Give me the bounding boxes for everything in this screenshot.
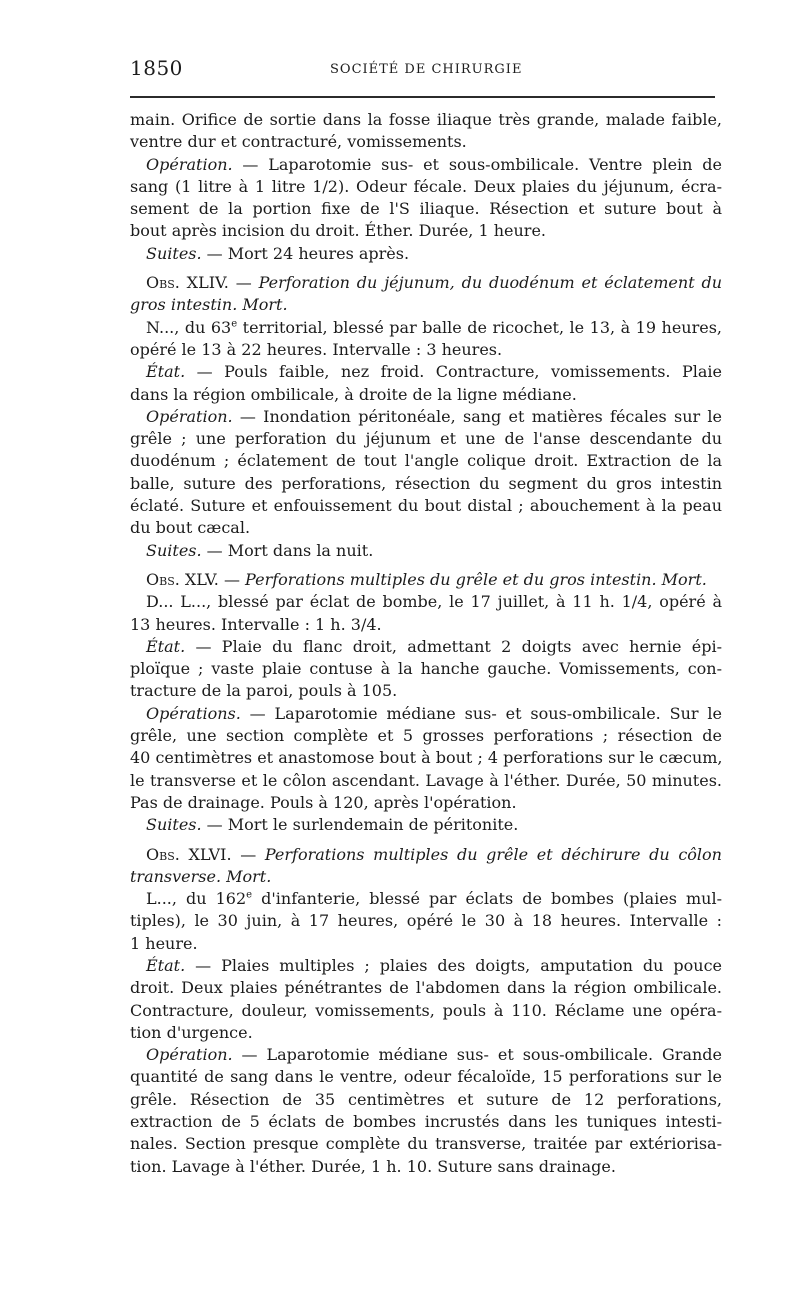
body-text <box>130 109 722 1178</box>
running-title: SOCIÉTÉ DE CHIRURGIE <box>330 62 523 77</box>
page-header <box>130 54 715 88</box>
text-run: N..., du 63 <box>146 317 232 337</box>
section-label: Suites. <box>146 243 202 263</box>
text-line: grêle. Résection de 35 centimètres et suture de 12 perforations, <box>130 1089 722 1109</box>
text-line: balle, suture des perforations, résection du segment du gros intestin <box>130 473 722 493</box>
text-line: 40 centimètres et anastomose bout à bout ; 4 perforations sur le cæcum, <box>130 748 723 768</box>
text-run: — Mort dans la nuit. <box>201 540 374 560</box>
paragraph-gap <box>130 837 722 844</box>
text-line: tion d'urgence. <box>130 1022 253 1042</box>
text-run: — Mort 24 heures après. <box>201 243 410 263</box>
observation-heading-cont: transverse. Mort. <box>130 866 272 886</box>
text-line: opéré le 13 à 22 heures. Intervalle : 3 heures. <box>130 339 503 359</box>
text-line: ventre dur et contracturé, vomissements. <box>130 132 467 152</box>
text-run: — Laparotomie médiane sus- et sous-ombilicale. Grande <box>232 1045 722 1065</box>
text-line: grêle ; une perforation du jéjunum et une de l'anse descendante du <box>130 429 722 449</box>
text-run: — Plaie du flanc droit, admettant 2 doigts avec hernie épi- <box>185 636 722 656</box>
obs-number: XLIV. — <box>179 273 259 293</box>
text-line: ploïque ; vaste plaie contuse à la hanche gauche. Vomissements, con- <box>130 659 722 679</box>
text-line <box>130 814 722 836</box>
text-line: extraction de 5 éclats de bombes incrustés dans les tuniques intesti- <box>130 1112 722 1132</box>
section-label: Opération. <box>146 406 233 426</box>
obs-number: XLV. — <box>179 569 246 589</box>
text-line <box>130 540 722 562</box>
observation-heading-cont: gros intestin. Mort. <box>130 295 288 315</box>
text-line: bout après incision du droit. Éther. Durée, 1 heure. <box>130 221 546 241</box>
text-run: — Laparotomie médiane sus- et sous-ombilicale. Sur le <box>240 703 722 723</box>
section-label: Opération. <box>146 154 233 174</box>
text-line: droit. Deux plaies pénétrantes de l'abdomen dans la région ombilicale. <box>130 978 722 998</box>
text-line <box>130 591 722 613</box>
section-label: Suites. <box>146 815 202 835</box>
obs-label: Obs. <box>146 844 180 864</box>
text-line <box>130 636 722 658</box>
text-run: — Laparotomie sus- et sous-ombilicale. Ventre plein de <box>232 154 722 174</box>
text-line: quantité de sang dans le ventre, odeur fécaloïde, 15 perforations sur le <box>130 1067 722 1087</box>
text-line: grêle, une section complète et 5 grosses perforations ; résection de <box>130 726 722 746</box>
text-line: Pas de drainage. Pouls à 120, après l'opération. <box>130 792 517 812</box>
text-line: tracture de la paroi, pouls à 105. <box>130 681 398 701</box>
text-line: 1 heure. <box>130 933 198 953</box>
obs-number: XLVI. — <box>179 844 265 864</box>
text-line: duodénum ; éclatement de tout l'angle colique droit. Extraction de la <box>130 451 722 471</box>
text-line: Contracture, douleur, vomissements, pouls à 110. Réclame une opéra- <box>130 1000 722 1020</box>
observation-heading <box>130 272 722 294</box>
section-label: État. <box>146 362 186 382</box>
text-line <box>130 243 722 265</box>
text-line: sang (1 litre à 1 litre 1/2). Odeur fécale. Deux plaies du jéjunum, écra- <box>130 176 722 196</box>
obs-label: Obs. <box>146 273 180 293</box>
text-line: du bout cæcal. <box>130 518 251 538</box>
text-run: — Pouls faible, nez froid. Contracture, vomissements. Plaie <box>185 362 722 382</box>
header-rule <box>130 96 715 98</box>
obs-title: Perforations multiples du grêle et déchirure du côlon <box>264 844 722 864</box>
text-run: — Inondation péritonéale, sang et matières fécales sur le <box>232 406 722 426</box>
text-line: éclaté. Suture et enfouissement du bout distal ; abouchement à la peau <box>130 496 722 516</box>
superscript: e <box>231 318 238 330</box>
observation-heading <box>130 569 722 591</box>
text-run: L..., du 162 <box>146 889 247 909</box>
superscript: e <box>246 889 253 901</box>
text-line <box>130 888 722 910</box>
section-label: État. <box>146 636 186 656</box>
text-run: territorial, blessé par balle de ricochet, le 13, à 19 heures, <box>237 317 723 337</box>
text-line <box>130 406 722 428</box>
section-label: Opérations. <box>146 703 241 723</box>
text-run: d'infanterie, blessé par éclats de bombes (plaies mul- <box>252 889 722 909</box>
text-line: le transverse et le côlon ascendant. Lavage à l'éther. Durée, 50 minutes. <box>130 770 722 790</box>
text-line <box>130 154 722 176</box>
obs-label: Obs. <box>146 569 180 589</box>
text-line: dans la région ombilicale, à droite de la ligne médiane. <box>130 384 577 404</box>
text-line: main. Orifice de sortie dans la fosse iliaque très grande, malade faible, <box>130 110 722 129</box>
obs-title: Perforations multiples du grêle et du gros intestin. Mort. <box>245 569 707 589</box>
text-line <box>130 703 722 725</box>
text-line <box>130 955 722 977</box>
text-line: sement de la portion fixe de l'S iliaque. Résection et suture bout à <box>130 199 722 219</box>
section-label: Opération. <box>146 1045 233 1065</box>
text-line <box>130 1044 722 1066</box>
text-run: D... L..., blessé par éclat de bombe, le 17 juillet, à 11 h. 1/4, opéré à <box>146 592 722 612</box>
text-line: tiples), le 30 juin, à 17 heures, opéré le 30 à 18 heures. Intervalle : <box>130 911 722 931</box>
page-number: 1850 <box>130 56 183 80</box>
observation-heading <box>130 844 722 866</box>
text-line <box>130 317 722 339</box>
section-label: État. <box>146 955 186 975</box>
obs-title: Perforation du jéjunum, du duodénum et éclatement du <box>258 273 723 293</box>
text-line: tion. Lavage à l'éther. Durée, 1 h. 10. Suture sans drainage. <box>130 1156 616 1176</box>
section-label: Suites. <box>146 540 202 560</box>
text-run: — Mort le surlendemain de péritonite. <box>201 815 519 835</box>
text-line <box>130 361 722 383</box>
paragraph-gap <box>130 265 722 272</box>
paragraph-gap <box>130 562 722 569</box>
text-line: nales. Section presque complète du transverse, traitée par extériorisa- <box>130 1134 722 1154</box>
text-line: 13 heures. Intervalle : 1 h. 3/4. <box>130 614 382 634</box>
text-run: — Plaies multiples ; plaies des doigts, amputation du pouce <box>185 955 722 975</box>
